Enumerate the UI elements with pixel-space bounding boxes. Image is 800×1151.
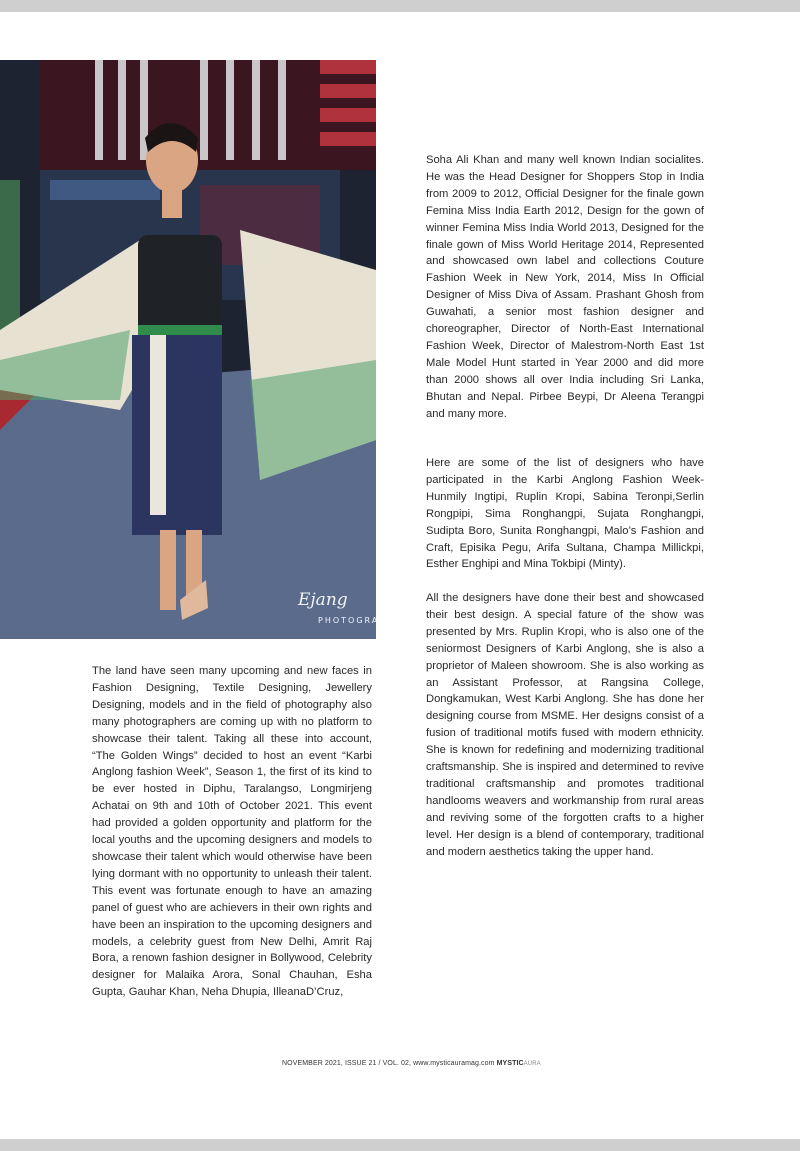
runway-photo <box>0 60 376 639</box>
footer-brand-sub: AURA <box>523 1061 541 1067</box>
article-paragraph: Soha Ali Khan and many well known Indian socialites. He was the Head Designer for Shoppers Stop in India from 2009 to 2012, Official Designer for the finale gown Femina Miss India Earth 2012, Design for the gown of winner Femina Miss India World 2013, Designed for the finale gown of Miss World Heritage 2014, Represented and showcased own label and collections Couture Fashion Week in New York, 2014, Miss In Official Designer of Miss Diva of Assam. Prashant Ghosh from Guwahati, a senior most fashion designer and choreographer, Director of North-East International Fashion Week, Director of Malestrom-North East 1st Male Model Hunt started in Year 2000 and did more than 2000 shows all over India including Sri Lanka, Bhutan and Nepal. Pirbee Beypi, Dr Aleena Terangpi and many more. <box>426 154 704 420</box>
page-footer <box>282 1060 541 1067</box>
bottom-border-bar <box>0 1139 800 1151</box>
article-column-left <box>92 663 372 1001</box>
article-designer-list <box>426 455 704 573</box>
article-paragraph: Here are some of the list of designers who have participated in the Karbi Anglong Fashion Week- Hunmily Ingtipi, Ruplin Kropi, Sabina Teronpi,Serlin Rongpipi, Sima Ronghangpi, Sujata Ronghangpi, Sudipta Boro, Sunita Ronghangpi, Malo’s Fashion and Craft, Episika Pegu, Arifa Sultana, Champa Millickpi, Esther Enghipi and Mina Tokbipi (Minty). <box>426 457 704 571</box>
photographer-watermark: Ejang <box>298 590 348 610</box>
runway-photo-illustration <box>0 60 376 639</box>
article-paragraph: The land have seen many upcoming and new faces in Fashion Designing, Textile Designing, Jewellery Designing, models and in the field of photography also many photographers are coming up with no platform to showcase their talent. Taking all these into account, “The Golden Wings” decided to host an event “Karbi Anglong fashion Week”, Season 1, the first of its kind to be ever hosted in Diphu, Taralangso, Longmirjeng Achatai on 9th and 10th of October 2021. This event had provided a golden opportunity and platform for the local youths and the upcoming designers and models to showcase their talent which would otherwise have been lying dormant with no opportunity to unleash their talent. This event was fortunate enough to have an amazing panel of guest who are achievers in their own rights and have been an inspiration to the upcoming designers and models, a celebrity guest from New Delhi, Amrit Raj Bora, a renown fashion designer in Bollywood, Celebrity designer for Malaika Arora, Sonal Chauhan, Esha Gupta, Gauhar Khan, Neha Dhupia, IlleanaD’Cruz, <box>92 665 372 999</box>
footer-brand: MYSTIC <box>496 1060 524 1067</box>
article-paragraph: All the designers have done their best and showcased their best design. A special fature of the show was presented by Mrs. Ruplin Kropi, who is also one of the seniormost Designers of Karbi Anglong, she is also a proprietor of Maleen showroom. She is also working as an Assistant Professor, at Rangsina College, Dongkamukan, West Karbi Anglong. She has done her designing course from MSME. Her designs consist of a fusion of traditional motifs fused with modern ethnicity. She is known for redefining and modernizing traditional craftsmanship. She is inspired and determined to revive traditional craftsmanship and promotes traditional handlooms weavers and workmanship from rural areas and reviving some of the forgotten crafts to a higher level. Her design is a blend of contemporary, traditional and modern aesthetics taking the upper hand. <box>426 592 704 858</box>
footer-issue-text: NOVEMBER 2021, ISSUE 21 / VOL. 02, www.mysticauramag.com <box>282 1060 495 1067</box>
photographer-watermark-sub: PHOTOGRA <box>318 616 380 625</box>
article-column-right-bottom <box>426 590 704 861</box>
article-column-right-top <box>426 152 704 423</box>
top-border-bar <box>0 0 800 12</box>
